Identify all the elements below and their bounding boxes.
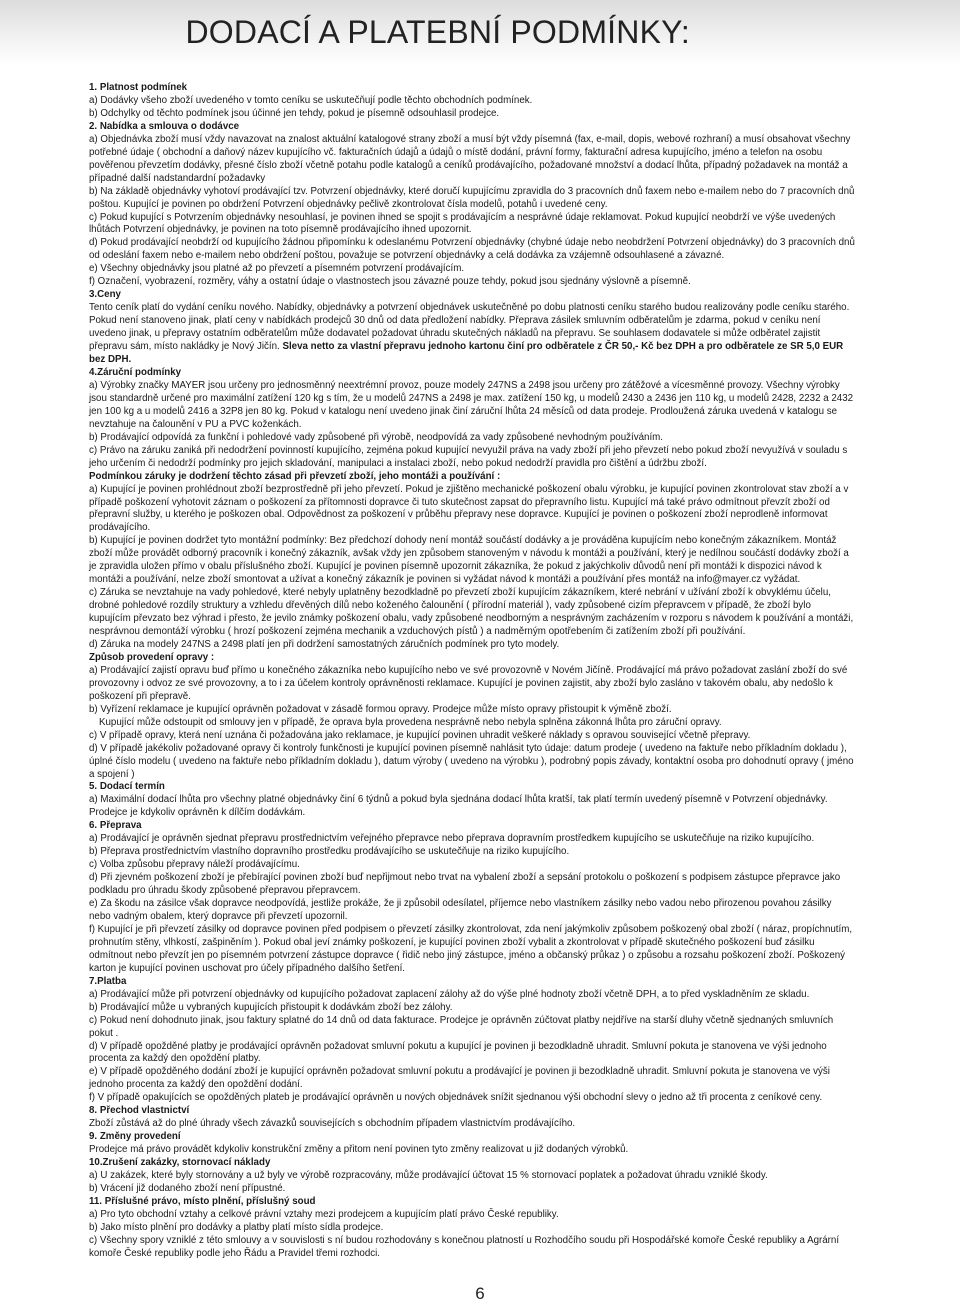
paragraph xyxy=(89,859,855,872)
paragraph xyxy=(89,1015,855,1041)
page-number: 6 xyxy=(475,1284,485,1303)
paragraph-text: b) Na základě objednávky vyhotoví prodávající tzv. Potvrzení objednávky, které doručí kupujícímu zpravidla do 3 pracovních dnů faxem nebo e-mailem nebo do 7 pracovních dnů poštou. Kupující je povinen po obdržení Potvrzení objednávky pečlivě zkontrolovat čísla modelů, potahů i uvedené ceny. xyxy=(89,185,855,210)
paragraph xyxy=(89,186,855,212)
paragraph-text: c) V případě opravy, která není uznána či požadována jako reklamace, je kupující povinen uhradit veškeré náklady s opravou související včetně přepravy. xyxy=(89,729,751,741)
section-heading xyxy=(89,121,855,134)
section-heading xyxy=(89,471,855,484)
paragraph xyxy=(89,1002,855,1015)
paragraph-text: a) Prodávající zajistí opravu buď přímo u konečného zákazníka nebo kupujícího nebo ve své provozovně v Novém Jičíně. Prodávající má právo požadovat zaslání zboží do své provozovny i odvoz ze své provozovny, a to i za účelem kontroly oprávněnosti reklamace. Kupující je povinen zajistit, aby zboží bylo zasláno v takovém obalu, aby nedošlo k poškození při přepravě. xyxy=(89,664,848,702)
paragraph-text: a) Kupující je povinen prohlédnout zboží bezprostředně při jeho převzetí. Pokud je zjištěno mechanické poškození obalu výrobku, je kupující povinen zkontrolovat stav zboží a v případě poškození vyhotovit záznam o poškození za přítomnosti dopravce či tuto skutečnost zapsat do přepravního listu. Kupující má také právo odmítnout převzít zboží od přepravní služby, u kterého je poškozen obal. Odpovědnost za poškození v průběhu přepravy nese dopravce. Kupující je povinen o poškození zboží neprodleně informovat prodávajícího. xyxy=(89,483,849,534)
paragraph xyxy=(89,587,855,639)
section-heading xyxy=(89,82,855,95)
paragraph-text: a) Výrobky značky MAYER jsou určeny pro jednosměnný neextrémní provoz, pouze modely 247NS a 2498 jsou určeny pro zátěžové a vícesměnné provozy. Všechny výrobky jsou standardně určené pro maximální zatížení 120 kg s tím, že u modelů 247NS a 2498 je max. zatížení 150 kg, u modelů 2430 a 2436 jen 110 kg, u modelů 2428, 2232 a 2432 jen 100 kg a u modelů 2416 a 32P8 jen 80 kg. Pokud v katalogu není uvedeno jinak činí záruční lhůta 24 měsíců od data prodeje. Prodloužená záruka uvedená v katalogu se nevztahuje na čalounění v PU a PVC koženkách. xyxy=(89,379,854,430)
paragraph-text: 1. Platnost podmínek xyxy=(89,82,188,93)
paragraph-text: e) Za škodu na zásilce však dopravce neodpovídá, jestliže prokáže, že ji způsobil odesílatel, příjemce nebo vlastníkem zásilky nebo vadou nebo přirozenou povahou zásilky nebo vadným obalem, který dopravce při převzetí upozornil. xyxy=(89,898,832,922)
paragraph xyxy=(89,237,855,263)
paragraph-text: 9. Změny provedení xyxy=(89,1131,181,1143)
paragraph-text: c) Záruka se nevztahuje na vady pohledové, které nebyly uplatněny bezodkladně po převzetí zboží kupujícím zákazníkem, které nebrání v užívání zboží k obvyklému účelu, drobné pohledové rozdíly struktury a vzhledu dřevěných dílů nebo koženého čalounění ( přírodní materiál ), vady způsobené cizím přepravcem v případě, že zboží bylo kupujícím převzato bez výhrad i přesto, že jevilo známky poškození obalu, vady způsobené neodborným a nesprávným zacházením v rozporu s návodem k používání a montáži, nesprávnou demontáží výrobku ( hrozí poškození zejména mechanik a vzduchových pístů ) a nadměrným opotřebením či zatížením zboží při používání. xyxy=(89,587,854,638)
paragraph xyxy=(89,1222,855,1235)
section-heading xyxy=(89,652,855,665)
paragraph-text: a) Prodávající je oprávněn sjednat přepravu prostřednictvím veřejného přepravce nebo přeprava dopravním prostředkem kupujícího se uskutečňuje na riziko kupujícího. xyxy=(89,833,815,845)
paragraph-text: Podmínkou záruky je dodržení těchto zásad při převzetí zboží, jeho montáži a používání : xyxy=(89,470,501,482)
paragraph-text: c) Volba způsobu přepravy náleží prodávajícímu. xyxy=(89,859,300,871)
paragraph xyxy=(89,108,855,121)
paragraph xyxy=(89,535,855,587)
paragraph xyxy=(89,1183,855,1196)
paragraph-text: e) V případě opožděného dodání zboží je kupující oprávněn požadovat smluvní pokutu a prodávající je povinen ji bezodkladně uhradit. Smluvní pokuta je stanovena ve výši jednoho procenta za každý den opoždění dodání. xyxy=(89,1066,830,1091)
paragraph-text: 6. Přeprava xyxy=(89,820,142,832)
paragraph-text: Prodejce má právo provádět kdykoliv konstrukční změny a přitom není povinen tyto změny realizovat u již dodaných výrobků. xyxy=(89,1144,629,1156)
paragraph xyxy=(89,276,855,289)
paragraph-text: 8. Přechod vlastnictví xyxy=(89,1105,190,1117)
paragraph-text: f) V případě opakujících se opožděných plateb je prodávající oprávněn u nových objednávek snížit sjednanou výši obchodní slevy o jedno až tři procenta z ceníkové ceny. xyxy=(89,1092,823,1104)
paragraph xyxy=(89,717,855,730)
paragraph-text: Tento ceník platí do vydání ceníku nového. Nabídky, objednávky a potvrzení objednávek uskutečněné po dobu platnosti ceníku starého budou realizovány podle ceníku starého. Pokud není stanoveno jinak, platí ceny v nabídkách prodejců 30 dnů od data předložení nabídky. Přeprava zásilek smluvním odběratelům je zdarma, pokud v ceníku není uvedeno jinak, u přepravy ostatním odběratelům může dodavatel požadovat úhradu skutečných nákladů na přepravu. Se souhlasem dodavatele si může odběratel zajistit přepravu sám, místo nakládky je Nový Jičín. xyxy=(89,302,850,353)
section-heading xyxy=(89,289,855,302)
paragraph-text: Kupující může odstoupit od smlouvy jen v případě, že oprava byla provedena nesprávně nebo nebyla splněna zákonná lhůta pro záruční opravy. xyxy=(99,716,722,728)
paragraph-text: b) Přeprava prostřednictvím vlastního dopravního prostředku prodávajícího se uskutečňuje na riziko kupujícího. xyxy=(89,846,570,858)
paragraph-text: c) Všechny spory vzniklé z této smlouvy a v souvislosti s ní budou rozhodovány s konečnou platností u Rozhodčího soudu při Hospodářské komoře České republiky a Agrární komoře České republiky podle jeho Řádu a Pravidel třemi rozhodci. xyxy=(89,1234,840,1259)
paragraph-text: a) Objednávka zboží musí vždy navazovat na znalost aktuální katalogové strany zboží a musí být vždy písemná (fax, e-mail, dopis, webové rozhraní) a musí obsahovat všechny potřebné údaje ( obchodní a daňový název kupujícího vč. fakturačních údajů a údajů o místě dodání, právní formy, fakturační adresa kupujícího, jméno a telefon na osobu pověřenou převzetím dodávky, přesné číslo zboží včetně potahu podle katalogů a ceníků prodávajícího, požadované množství a dodací lhůta, případný požadavek na montáž a případné další nadstandardní požadavky xyxy=(89,133,851,184)
paragraph xyxy=(89,898,855,924)
paragraph xyxy=(89,833,855,846)
paragraph-text: f) Kupující je při převzetí zásilky od dopravce povinen před podpisem o převzetí zásilky zkontrolovat, zda není jakýmkoliv způsobem poškozený obal zboží ( náraz, propíchnutím, prohnutím stěny, vlhkostí, zašpiněním ). Pokud obal jeví známky poškození, je kupující povinen zboží vybalit a zkontrolovat v případě skutečného poškození buď zásilku odmítnout nebo převzít jen po písemném potvrzení zástupce dopravce ( řidič nebo jiný zástupce, jméno a občanský průkaz ) o způsobu a rozsahu poškození zboží. Poškozený karton je kupující povinen uschovat pro účely případného dalšího šetření. xyxy=(89,923,853,974)
paragraph xyxy=(89,989,855,1002)
paragraph-text: c) Pokud kupující s Potvrzením objednávky nesouhlasí, je povinen ihned se spojit s prodávajícím a nesprávné údaje reklamovat. Pokud kupující neobdrží ve výše uvedených lhůtách Potvrzení objednávky, je povinen na toto písemně prodávajícího ihned upozornit. xyxy=(89,211,836,236)
paragraph xyxy=(89,924,855,976)
paragraph-text: 4.Záruční podmínky xyxy=(89,366,182,378)
paragraph xyxy=(89,639,855,652)
paragraph xyxy=(89,1118,855,1131)
paragraph-text: f) Označení, vyobrazení, rozměry, váhy a ostatní údaje o vlastnostech jsou závazné pouze tehdy, pokud jsou sjednány výslovně a písemně. xyxy=(89,276,691,288)
paragraph-text: d) V případě jakékoliv požadované opravy či kontroly funkčnosti je kupující povinen písemně nahlásit tyto údaje: datum prodeje ( uvedeno na faktuře nebo příkladním dokladu ), úplné číslo modelu ( uvedeno na faktuře nebo příkladním dokladu ), datum výroby ( uvedeno na výrobku ), podrobný popis závady, kontaktní osoba pro dohodnutí opravy ( jméno a spojení ) xyxy=(89,742,854,780)
paragraph-text: d) Při zjevném poškození zboží je přebírající povinen zboží buď nepřijmout nebo trvat na vybalení zboží a sepsání protokolu o poškození s podpisem zástupce přepravce jako podkladu pro úhradu škody způsobené přepravou přepravcem. xyxy=(89,872,841,897)
paragraph xyxy=(89,1041,855,1067)
paragraph xyxy=(89,432,855,445)
paragraph xyxy=(89,212,855,238)
paragraph xyxy=(89,445,855,471)
paragraph-text: a) Maximální dodací lhůta pro všechny platné objednávky činí 6 týdnů a pokud byla sjednána dodací lhůta kratší, tak platí termín uvedený písemně v Potvrzení objednávky. Prodejce je kdykoliv oprávněn k dílčím dodávkám. xyxy=(89,794,828,819)
paragraph-text: b) Odchylky od těchto podmínek jsou účinné jen tehdy, pokud je písemně odsouhlasil prodejce. xyxy=(89,107,500,119)
paragraph-text: Způsob provedení opravy : xyxy=(89,651,215,663)
section-heading xyxy=(89,820,855,833)
paragraph xyxy=(89,743,855,782)
paragraph-text: 10.Zrušení zakázky, stornovací náklady xyxy=(89,1157,271,1169)
section-heading xyxy=(89,1157,855,1170)
paragraph-text: a) U zakázek, které byly stornovány a už byly ve výrobě rozpracovány, může prodávající účtovat 15 % stornovací poplatek a požadovat úhradu vzniklé škody. xyxy=(89,1170,768,1182)
paragraph xyxy=(89,665,855,704)
paragraph xyxy=(89,846,855,859)
section-heading xyxy=(89,1105,855,1118)
terms-body xyxy=(89,82,855,1261)
paragraph-text: a) Pro tyto obchodní vztahy a celkové právní vztahy mezi prodejcem a kupujícím platí právo České republiky. xyxy=(89,1208,559,1220)
paragraph-text: b) Prodávající může u vybraných kupujících přistoupit k dodávkám zboží bez zálohy. xyxy=(89,1001,453,1013)
paragraph xyxy=(89,1144,855,1157)
paragraph xyxy=(89,872,855,898)
paragraph-text: 7.Platba xyxy=(89,975,127,987)
section-heading xyxy=(89,1196,855,1209)
paragraph-text: d) V případě opožděné platby je prodávající oprávněn požadovat smluvní pokutu a kupující je povinen ji bezodkladně uhradit. Smluvní pokuta je stanovena ve výši jednoho procenta za každý den opoždění platby. xyxy=(89,1040,827,1065)
paragraph-text: c) Pokud není dohodnuto jinak, jsou faktury splatné do 14 dnů od data fakturace. Prodejce je oprávněn zúčtovat platby nejdříve na starší dluhy včetně sjednaných smluvních pokut . xyxy=(89,1014,834,1039)
paragraph-text: 3.Ceny xyxy=(89,289,121,301)
paragraph xyxy=(89,380,855,432)
paragraph xyxy=(89,484,855,536)
paragraph-text: d) Záruka na modely 247NS a 2498 platí jen při dodržení samostatných záručních podmínek pro tyto modely. xyxy=(89,638,560,650)
paragraph xyxy=(89,1092,855,1105)
paragraph-text: b) Kupující je povinen dodržet tyto montážní podmínky: Bez předchozí dohody není montáž součástí dodávky a je prováděna kupujícím nebo konečným zákazníkem. Montáž zboží může provádět odborný pracovník i konečný zákazník, avšak vždy jen způsobem stanoveným v návodu k montáži a používání, který je nedílnou součástí dodávky zboží a je zpravidla uložen přímo v obalu příslušného zboží. Kupující je povinen písemně upozornit zákazníka, že pokud z jakýchkoliv důvodů není při montáži k dispozici návod k montáži a používání, nelze zboží smontovat a užívat a konečný zákazník je povinen si vyžádat návod k montáži a používání přes montáž na info@mayer.cz vyžádat. xyxy=(89,535,849,586)
paragraph-text: 5. Dodací termín xyxy=(89,781,165,793)
paragraph xyxy=(89,1066,855,1092)
section-heading xyxy=(89,976,855,989)
paragraph-text: b) Prodávající odpovídá za funkční i pohledové vady způsobené při výrobě, neodpovídá za vady způsobené nevhodným používáním. xyxy=(89,431,663,443)
paragraph-text: Zboží zůstává až do plné úhrady všech závazků souvisejících s obchodním případem vlastnictvím prodávajícího. xyxy=(89,1118,576,1130)
paragraph-text: 2. Nabídka a smlouva o dodávce xyxy=(89,120,240,132)
paragraph-text: d) Pokud prodávající neobdrží od kupujícího žádnou připomínku k odeslanému Potvrzení objednávky (chybné údaje nebo neobdržení Potvrzení objednávky) do 3 pracovních dnů od odeslání faxem nebo e-mailem nebo obdržení poštou, považuje se potvrzení objednávky a celá dodávka za vzájemně odsouhlasené a závazné. xyxy=(89,237,855,262)
paragraph-text: b) Jako místo plnění pro dodávky a platby platí místo sídla prodejce. xyxy=(89,1221,384,1233)
paragraph xyxy=(89,1170,855,1183)
paragraph xyxy=(89,1235,855,1261)
paragraph-text: a) Dodávky všeho zboží uvedeného v tomto ceníku se uskutečňují podle těchto obchodních podmínek. xyxy=(89,94,533,106)
paragraph-text: b) Vyřízení reklamace je kupující oprávněn požadovat v zásadě formou opravy. Prodejce může místo opravy přistoupit k výměně zboží. xyxy=(89,703,672,715)
paragraph xyxy=(89,730,855,743)
paragraph xyxy=(89,263,855,276)
paragraph-text: 11. Příslušné právo, místo plnění, příslušný soud xyxy=(89,1195,316,1207)
paragraph-text: a) Prodávající může při potvrzení objednávky od kupujícího požadovat zaplacení zálohy až do výše plné hodnoty zboží včetně DPH, a to před vyskladněním ze skladu. xyxy=(89,988,810,1000)
paragraph xyxy=(89,134,855,186)
section-heading xyxy=(89,367,855,380)
page-title: DODACÍ A PLATEBNÍ PODMÍNKY: xyxy=(185,14,690,50)
paragraph xyxy=(89,95,855,108)
paragraph xyxy=(89,794,855,820)
paragraph-text: c) Právo na záruku zaniká při nedodržení povinností kupujícího, zejména pokud kupující nevyužil práva na vady zboží při jeho převzetí nebo pokud zboží nevyužívá v souladu s jeho určením či nedodrží podmínky pro jejich skladování, manipulaci a instalaci zboží, nebo pokud nedodrží pravidla pro čištění a údržbu zboží. xyxy=(89,444,848,469)
paragraph-text: b) Vrácení již dodaného zboží není přípustné. xyxy=(89,1183,286,1195)
section-heading xyxy=(89,1131,855,1144)
paragraph xyxy=(89,704,855,717)
paragraph xyxy=(89,1209,855,1222)
paragraph-text: e) Všechny objednávky jsou platné až po převzetí a písemném potvrzení prodávajícím. xyxy=(89,263,465,275)
paragraph xyxy=(89,302,855,367)
emphasis-text: Sleva netto za vlastní přepravu jednoho kartonu činí pro odběratele z ČR 50,- Kč bez DPH a pro odběratele ze SR 5,0 EUR bez DPH. xyxy=(89,341,844,366)
section-heading xyxy=(89,781,855,794)
